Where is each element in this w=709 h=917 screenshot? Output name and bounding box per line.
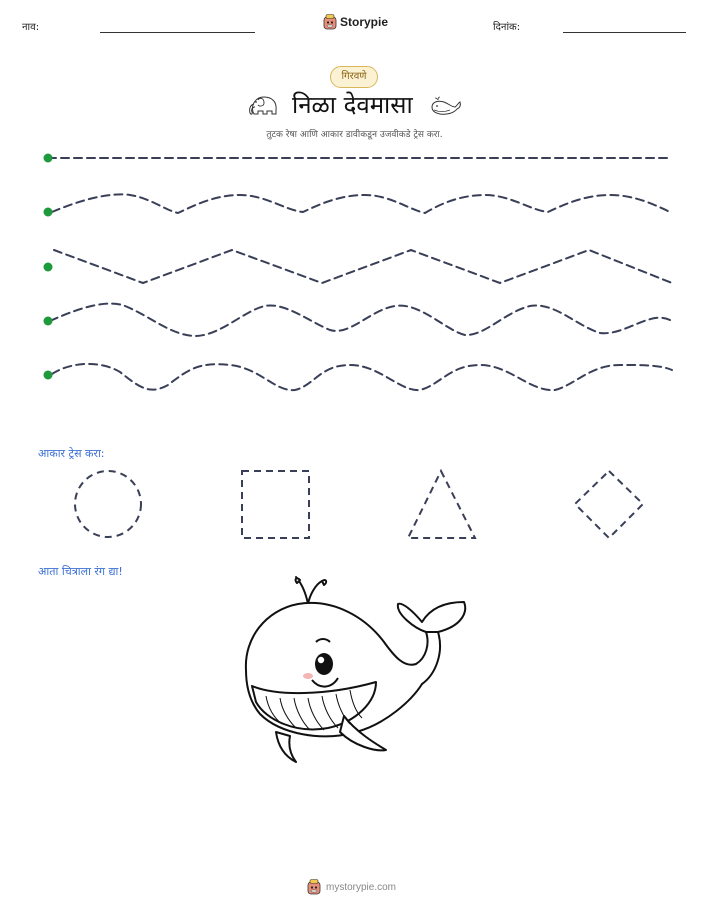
- whale-icon: [430, 96, 462, 118]
- date-line[interactable]: [563, 32, 686, 33]
- trace-shape-square[interactable]: [242, 471, 309, 538]
- trace-shape-circle[interactable]: [75, 471, 141, 537]
- footer-website-link[interactable]: mystorypie.com: [326, 881, 397, 893]
- storypie-footer-logo-icon: [307, 879, 321, 895]
- start-dot-1: [44, 154, 53, 163]
- trace-line-wave-2[interactable]: [50, 304, 670, 336]
- name-line[interactable]: [100, 32, 255, 33]
- color-section-title: आता चित्राला रंग द्या!: [38, 565, 123, 578]
- brand-logo: [323, 14, 388, 30]
- start-dot-5: [44, 371, 53, 380]
- trace-line-wave-3[interactable]: [52, 364, 672, 390]
- activity-badge: गिरवणे: [330, 66, 378, 88]
- start-dot-4: [44, 317, 53, 326]
- tracing-lines: [0, 140, 709, 395]
- storypie-logo-icon: [323, 14, 337, 30]
- trace-shape-triangle[interactable]: [408, 471, 475, 538]
- trace-shape-diamond[interactable]: [575, 471, 643, 538]
- trace-line-zigzag[interactable]: [54, 250, 672, 283]
- instructions: तुटक रेषा आणि आकार डावीकडून उजवीकडे ट्रेस करा.: [266, 130, 443, 140]
- whale-coloring-image[interactable]: [236, 572, 472, 764]
- shapes-section-title: आकार ट्रेस करा:: [38, 447, 105, 460]
- page-title: निळा देवमासा: [292, 91, 413, 119]
- start-dot-3: [44, 263, 53, 272]
- trace-line-wave-1[interactable]: [52, 194, 670, 213]
- start-dot-2: [44, 208, 53, 217]
- trace-shapes: [0, 462, 709, 544]
- elephant-icon: [247, 92, 279, 118]
- brand-name: Storypie: [340, 15, 389, 29]
- name-label: नाव:: [22, 22, 40, 33]
- date-label: दिनांक:: [493, 22, 521, 33]
- footer: [307, 879, 396, 895]
